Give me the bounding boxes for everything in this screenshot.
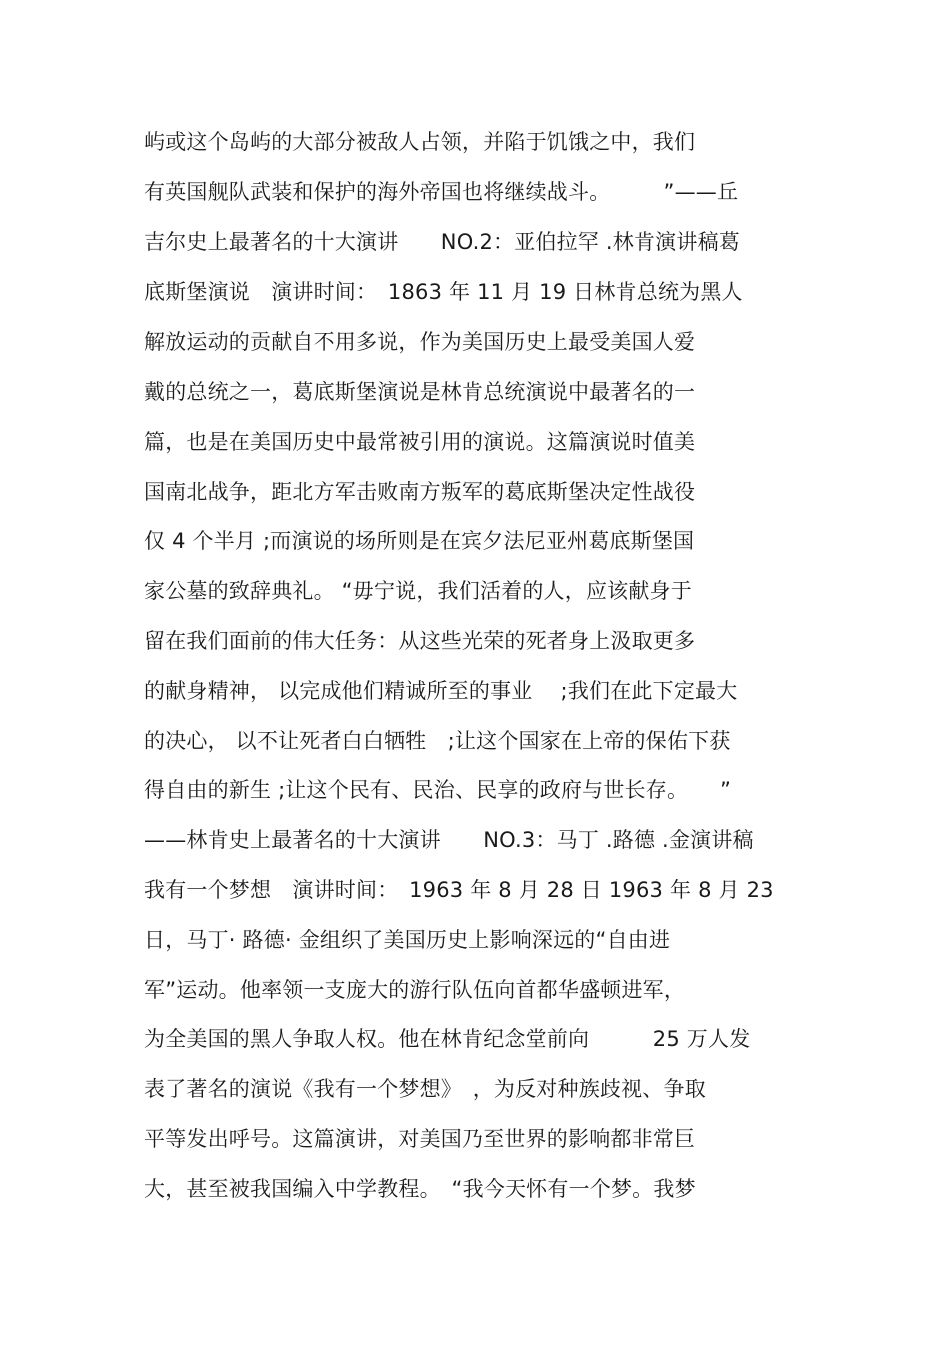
text-line: 吉尔史上最著名的十大演讲 NO.2：亚伯拉罕 .林肯演讲稿葛 xyxy=(144,230,740,254)
text-line: 屿或这个岛屿的大部分被敌人占领，并陷于饥饿之中，我们 xyxy=(144,130,696,154)
text-line: 日，马丁· 路德· 金组织了美国历史上影响深远的“自由进 xyxy=(144,928,671,952)
text-line: 我有一个梦想 演讲时间： 1963 年 8 月 28 日 1963 年 8 月 23 xyxy=(144,878,774,902)
text-line: 留在我们面前的伟大任务：从这些光荣的死者身上汲取更多 xyxy=(144,629,696,653)
text-line: 国南北战争，距北方军击败南方叛军的葛底斯堡决定性战役 xyxy=(144,480,696,504)
text-line: 解放运动的贡献自不用多说，作为美国历史上最受美国人爱 xyxy=(144,330,696,354)
text-line: 的决心， 以不让死者白白牺牲 ;让这个国家在上帝的保佑下获 xyxy=(144,729,731,753)
text-line: ——林肯史上最著名的十大演讲 NO.3：马丁 .路德 .金演讲稿 xyxy=(144,828,754,852)
text-line: 仅 4 个半月 ;而演说的场所则是在宾夕法尼亚州葛底斯堡国 xyxy=(144,529,695,553)
text-line: 底斯堡演说 演讲时间： 1863 年 11 月 19 日林肯总统为黑人 xyxy=(144,280,743,304)
text-line: 有英国舰队武装和保护的海外帝国也将继续战斗。 ”——丘 xyxy=(144,180,739,204)
text-line: 家公墓的致辞典礼。 “毋宁说，我们活着的人，应该献身于 xyxy=(144,579,692,603)
text-line: 篇，也是在美国历史中最常被引用的演说。这篇演说时值美 xyxy=(144,430,696,454)
text-line: 平等发出呼号。这篇演讲，对美国乃至世界的影响都非常巨 xyxy=(144,1127,696,1151)
text-line: 戴的总统之一，葛底斯堡演说是林肯总统演说中最著名的一 xyxy=(144,380,696,404)
text-line: 表了著名的演说《我有一个梦想》 ，为反对种族歧视、争取 xyxy=(144,1077,706,1101)
text-line: 为全美国的黑人争取人权。他在林肯纪念堂前向 25 万人发 xyxy=(144,1027,751,1051)
text-line: 的献身精神， 以完成他们精诚所至的事业 ;我们在此下定最大 xyxy=(144,679,738,703)
text-line: 得自由的新生 ;让这个民有、民治、民享的政府与世长存。 ” xyxy=(144,778,732,802)
text-line: 大，甚至被我国编入中学教程。 “我今天怀有一个梦。我梦 xyxy=(144,1177,696,1201)
text-line: 军”运动。他率领一支庞大的游行队伍向首都华盛顿进军， xyxy=(144,978,686,1002)
